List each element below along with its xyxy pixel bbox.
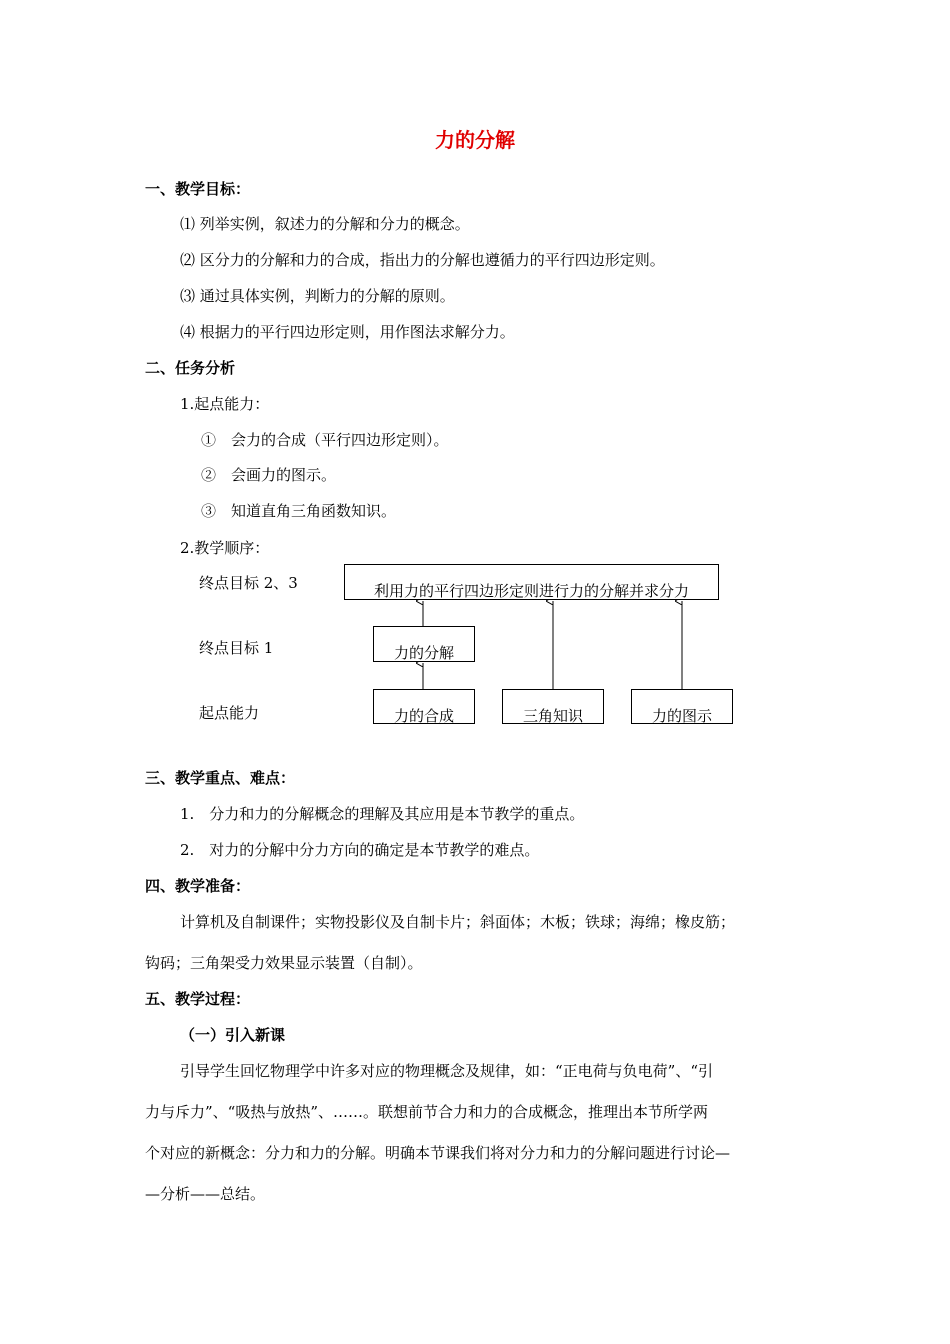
section-heading-task-analysis: 二、任务分析 (145, 359, 236, 377)
diagram-box-decomposition: 力的分解 (373, 626, 475, 662)
ability-item: ③ 知道直角三角函数知识。 (201, 502, 397, 520)
preparation-text: 计算机及自制课件；实物投影仪及自制卡片；斜面体；木板；铁球；海绵；橡皮筋； (180, 913, 736, 931)
paragraph-line: 个对应的新概念：分力和力的分解。明确本节课我们将对分力和力的分解问题进行讨论— (145, 1144, 731, 1162)
preparation-text: 钩码；三角架受力效果显示装置（自制）。 (145, 954, 423, 972)
subheading-introduction: （一）引入新课 (180, 1026, 286, 1044)
subheading-starting-ability: 1.起点能力： (180, 395, 270, 413)
key-point-item: 1. 分力和力的分解概念的理解及其应用是本节教学的重点。 (180, 805, 585, 823)
section-heading-objectives: 一、教学目标： (145, 180, 251, 198)
objective-item: ⑴ 列举实例，叙述力的分解和分力的概念。 (180, 215, 470, 233)
diagram-box-composition: 力的合成 (373, 689, 475, 724)
ability-item: ① 会力的合成（平行四边形定则）。 (201, 431, 449, 449)
section-heading-preparation: 四、教学准备： (145, 877, 251, 895)
ability-item: ② 会画力的图示。 (201, 466, 337, 484)
objective-item: ⑵ 区分力的分解和力的合成，指出力的分解也遵循力的平行四边形定则。 (180, 251, 665, 269)
diagram-box-final-goal: 利用力的平行四边形定则进行力的分解并求分力 (344, 564, 719, 600)
diagram-row-label: 终点目标 2、3 (199, 574, 298, 592)
subheading-teaching-order: 2.教学顺序： (180, 539, 270, 557)
section-heading-key-points: 三、教学重点、难点： (145, 769, 296, 787)
diagram-box-force-diagram: 力的图示 (631, 689, 733, 724)
diagram-row-label: 起点能力 (199, 704, 260, 722)
paragraph-line: —分析——总结。 (145, 1185, 266, 1203)
diagram-row-label: 终点目标 1 (199, 639, 274, 657)
section-heading-process: 五、教学过程： (145, 990, 251, 1008)
objective-item: ⑶ 通过具体实例，判断力的分解的原则。 (180, 287, 455, 305)
objective-item: ⑷ 根据力的平行四边形定则，用作图法求解分力。 (180, 323, 515, 341)
paragraph-line: 引导学生回忆物理学中许多对应的物理概念及规律，如：“正电荷与负电荷”、“引 (180, 1062, 714, 1080)
key-point-item: 2. 对力的分解中分力方向的确定是本节教学的难点。 (180, 841, 540, 859)
page-title: 力的分解 (435, 128, 515, 152)
diagram-box-trigonometry: 三角知识 (502, 689, 604, 724)
paragraph-line: 力与斥力”、“吸热与放热”、……。联想前节合力和力的合成概念，推理出本节所学两 (145, 1103, 709, 1121)
